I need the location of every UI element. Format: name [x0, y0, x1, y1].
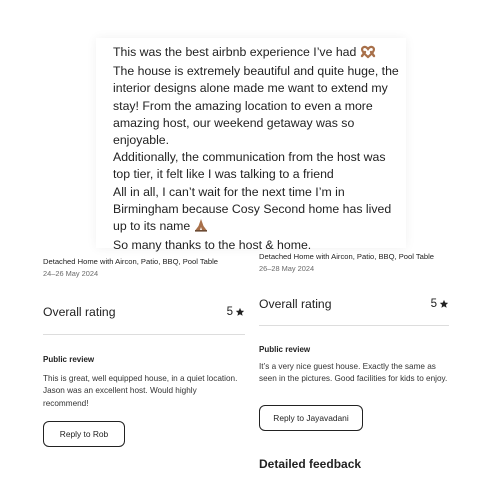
right-listing-title: Detached Home with Aircon, Patio, BBQ, Pool Table — [259, 252, 435, 261]
praying-hands-emoji — [194, 218, 208, 237]
reply-to-rob-button[interactable]: Reply to Rob — [43, 421, 125, 447]
right-divider — [259, 325, 449, 326]
heart-hands-emoji — [360, 45, 376, 63]
right-listing-info — [259, 252, 434, 273]
left-overall-rating-label: Overall rating — [43, 305, 116, 319]
review-line-1: This was the best airbnb experience I’ve had — [113, 45, 357, 59]
detailed-feedback-heading: Detailed feedback — [259, 457, 362, 471]
left-public-review-label: Public review — [43, 355, 95, 364]
review-line-2: The house is extremely beautiful and quite huge, the interior designs alone made me want to extend my stay! From the amazing location to even a more amazing host, our weekend getaway was so enjoyable. — [113, 64, 399, 148]
reply-to-jayavadani-button[interactable]: Reply to Jayavadani — [259, 405, 363, 431]
right-rating-value — [431, 298, 449, 310]
left-listing-title: Detached Home with Aircon, Patio, BBQ, Pool Table — [43, 257, 219, 266]
left-divider — [43, 334, 245, 335]
right-overall-rating-label: Overall rating — [259, 297, 332, 311]
right-overall-rating-row — [259, 297, 449, 311]
left-listing-info — [43, 257, 218, 278]
review-line-4: All in all, I can’t wait for the next time I’m in Birmingham because Cosy Second home has lived up to its name — [113, 184, 392, 234]
star-icon — [235, 307, 245, 317]
left-listing-dates: 24–26 May 2024 — [43, 269, 99, 278]
right-listing-dates: 26–28 May 2024 — [259, 264, 315, 273]
star-icon — [439, 299, 449, 309]
right-rating-number: 5 — [430, 298, 437, 310]
left-rating-value — [227, 306, 245, 318]
left-public-review-text: This is great, well equipped house, in a quiet location. Jason was an excellent host. Would highly recommend! — [43, 374, 238, 408]
left-overall-rating-row — [43, 305, 245, 319]
right-public-review-text: It’s a very nice guest house. Exactly the same as seen in the pictures. Good facilities for kids to enjoy. — [259, 362, 448, 384]
review-line-5: So many thanks to the host & home. — [113, 238, 312, 253]
review-line-3: Additionally, the communication from the host was top tier, it felt like I was talking to a friend — [113, 150, 386, 182]
review-text — [113, 44, 405, 254]
left-rating-number: 5 — [226, 306, 233, 318]
right-public-review-label: Public review — [259, 345, 311, 354]
